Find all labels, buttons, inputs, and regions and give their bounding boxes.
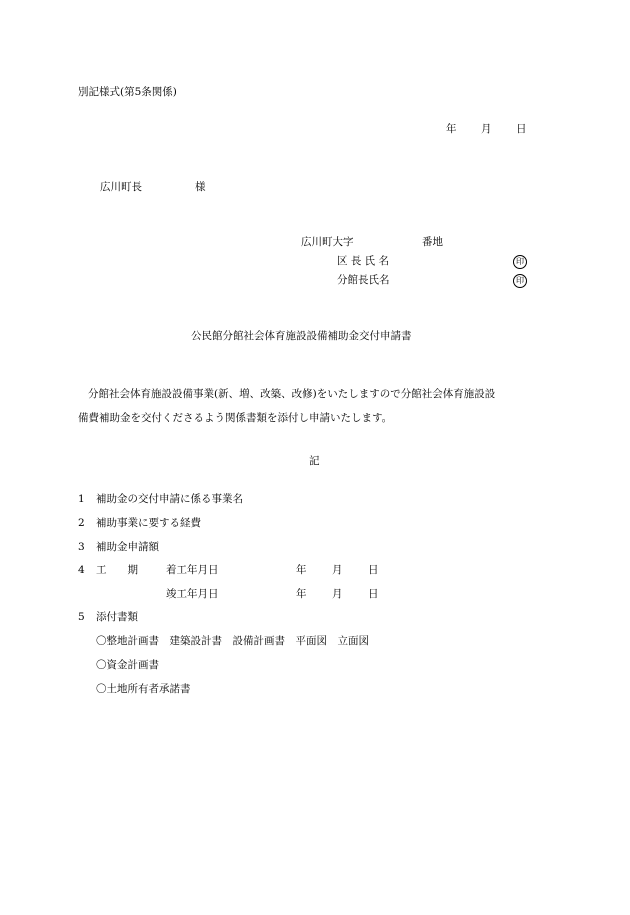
date-month: 月: [481, 123, 492, 135]
attachment-line: 〇資金計画書: [96, 659, 159, 671]
body-line-1: 分館社会体育施設設備事業(新、増、改築、改修)をいたしますので分館社会体育施設設: [88, 388, 496, 400]
item-number: 1: [78, 493, 85, 505]
document-title: 公民館分館社会体育施設設備補助金交付申請書: [191, 330, 412, 342]
branch-head-label: 分館長氏名: [337, 274, 390, 286]
attachments-label: 添付書類: [96, 611, 138, 623]
start-date-label: 着工年月日: [166, 564, 219, 576]
item-text: 補助金の交付申請に係る事業名: [96, 493, 243, 505]
addressee-name: 広川町長: [100, 181, 142, 193]
period-label: 工 期: [96, 564, 138, 576]
address-suffix: 番地: [422, 236, 443, 248]
addressee-honorific: 様: [195, 181, 206, 193]
date-day: 日: [516, 123, 527, 135]
attachment-line: 〇整地計画書 建築設計書 設備計画書 平面図 立面図: [96, 635, 369, 647]
district-head-seal: 印: [513, 255, 527, 269]
end-date-label: 竣工年月日: [166, 588, 219, 600]
item-text: 補助事業に要する経費: [96, 517, 201, 529]
item-number: 3: [78, 541, 85, 553]
form-reference: 別記様式(第5条関係): [78, 86, 177, 98]
item-number: 4: [78, 564, 85, 576]
branch-head-seal: 印: [513, 274, 527, 288]
end-day: 日: [368, 588, 379, 600]
start-year: 年: [296, 564, 307, 576]
district-head-label: 区 長 氏 名: [337, 255, 390, 267]
date-year: 年: [446, 123, 457, 135]
attachment-line: 〇土地所有者承諾書: [96, 683, 191, 695]
end-month: 月: [332, 588, 343, 600]
item-number: 2: [78, 517, 85, 529]
item-number: 5: [78, 611, 85, 623]
end-year: 年: [296, 588, 307, 600]
address-label: 広川町大字: [301, 236, 354, 248]
body-line-2: 備費補助金を交付くださるよう関係書類を添付し申請いたします。: [78, 412, 393, 424]
ki-heading: 記: [309, 455, 320, 467]
item-text: 補助金申請額: [96, 541, 159, 553]
start-month: 月: [332, 564, 343, 576]
start-day: 日: [368, 564, 379, 576]
